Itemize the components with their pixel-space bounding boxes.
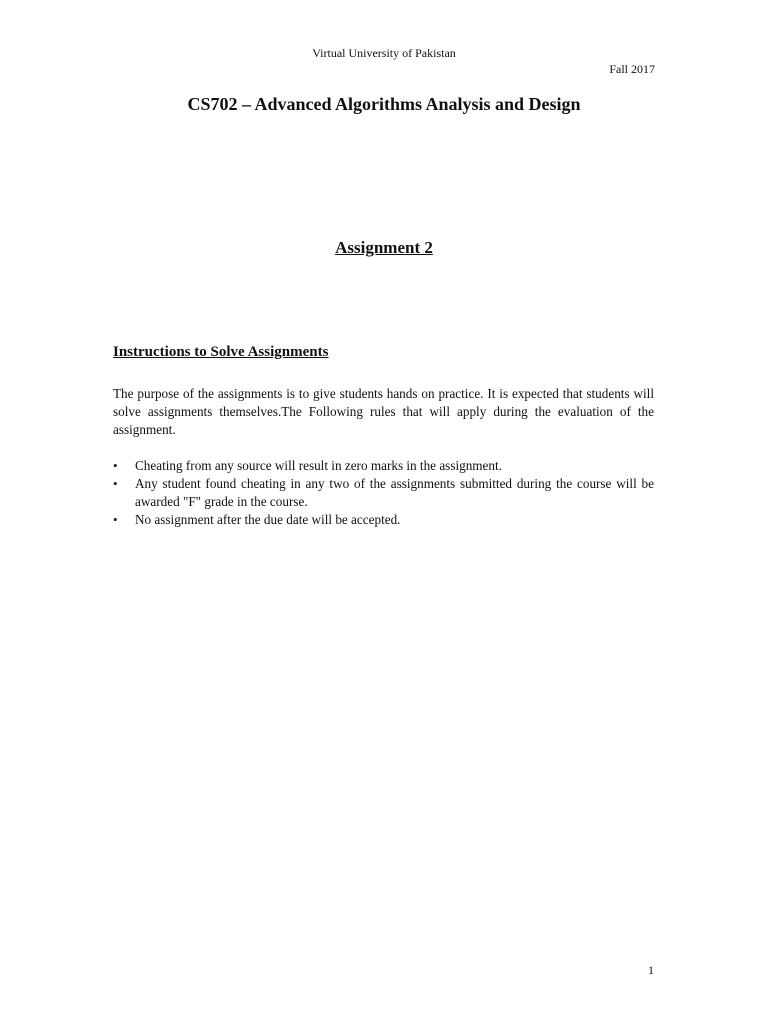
- rule-item-3: [113, 511, 654, 529]
- instructions-heading: Instructions to Solve Assignments: [113, 344, 329, 360]
- bullet-icon: •: [113, 458, 118, 473]
- assignment-title: Assignment 2: [335, 238, 433, 257]
- term-label: Fall 2017: [609, 62, 655, 76]
- university-name: Virtual University of Pakistan: [312, 46, 456, 60]
- instructions-paragraph: The purpose of the assignments is to give students hands on practice. It is expected that students will solve assignments themselves.The Following rules that will apply during the evaluation of the assignment.: [113, 386, 654, 437]
- rule-item-2: [113, 475, 654, 511]
- bullet-icon: •: [113, 512, 118, 527]
- page-number: 1: [648, 963, 654, 977]
- rule-text: Any student found cheating in any two of the assignments submitted during the course will be awarded "F" grade in the course.: [135, 476, 654, 509]
- course-title: CS702 – Advanced Algorithms Analysis and Design: [187, 94, 581, 114]
- rule-text: No assignment after the due date will be accepted.: [135, 512, 401, 527]
- rules-list: [113, 457, 654, 529]
- rule-text: Cheating from any source will result in zero marks in the assignment.: [135, 458, 502, 473]
- bullet-icon: •: [113, 476, 118, 491]
- rule-item-1: [113, 457, 654, 475]
